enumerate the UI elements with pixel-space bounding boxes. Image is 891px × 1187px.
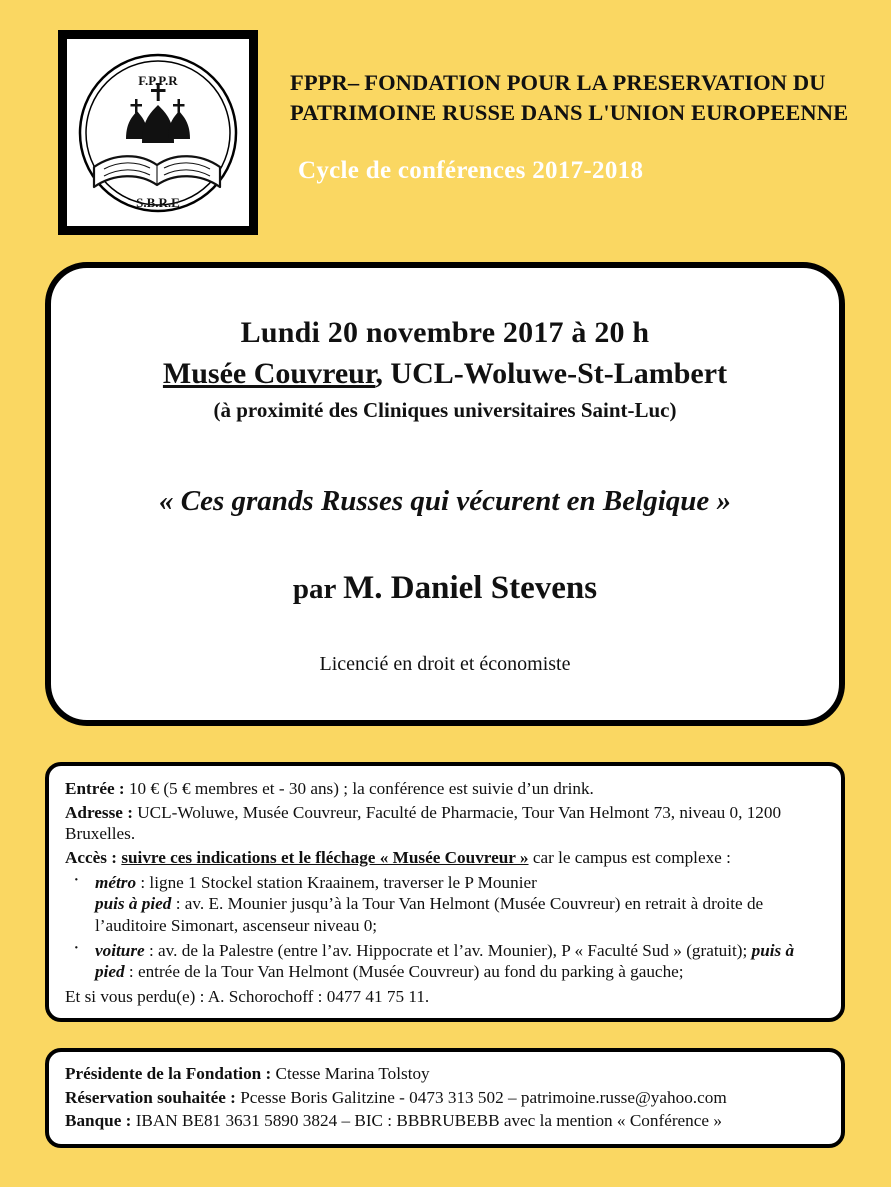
contact-reservation-row xyxy=(65,1086,825,1110)
organisation-title xyxy=(290,68,850,127)
list-item xyxy=(65,872,825,937)
reservation-details: Pcesse Boris Galitzine - 0473 313 502 – patrimoine.russe@yahoo.com xyxy=(235,1087,727,1107)
car-walk-lead: puis à pied xyxy=(95,940,795,982)
bank-details: IBAN BE81 3631 5890 3824 – BIC : BBBRUBEBB avec la mention « Conférence » xyxy=(131,1111,722,1131)
president-name: Ctesse Marina Tolstoy xyxy=(271,1064,430,1083)
metro-walk-lead: puis à pied xyxy=(95,894,172,914)
event-venue-name: Musée Couvreur xyxy=(162,357,376,390)
speaker-qualification: Licencié en droit et économiste xyxy=(319,653,571,675)
speaker-prefix: par xyxy=(292,573,344,605)
metro-text: : ligne 1 Stockel station Kraainem, traverser le P Mounier xyxy=(136,872,537,892)
event-venue-rest: , UCL-Woluwe-St-Lambert xyxy=(375,357,728,390)
event-topic: « Ces grands Russes qui vécurent en Belgique » xyxy=(159,485,731,517)
page-header xyxy=(0,0,891,235)
entrance-text: 10 € (5 € membres et - 30 ans) ; la conférence est suivie d’un drink. xyxy=(124,779,594,798)
bank-label: Banque : xyxy=(65,1111,132,1131)
car-lead: voiture xyxy=(95,940,145,960)
address-text: UCL-Woluwe, Musée Couvreur, Faculté de Pharmacie, Tour Van Helmont 73, niveau 0, 1200 Bruxelles. xyxy=(65,802,782,844)
conference-cycle-title: Cycle de conférences 2017-2018 xyxy=(298,157,644,185)
list-item xyxy=(65,940,825,983)
event-place xyxy=(51,357,839,391)
access-rest-text: car le campus est complexe : xyxy=(528,848,731,868)
access-underlined-text: suivre ces indications et le fléchage « Musée Couvreur » xyxy=(121,848,529,868)
reservation-label: Réservation souhaitée : xyxy=(65,1087,236,1107)
logo-emblem-icon xyxy=(74,47,242,219)
organisation-name-line1: FONDATION POUR LA PRESERVATION DU xyxy=(364,70,826,95)
event-date: Lundi 20 novembre 2017 à 20 h xyxy=(240,316,650,349)
access-bullet-list xyxy=(65,872,825,983)
organisation-name-line2: PATRIMOINE RUSSE DANS L'UNION EUROPEENNE xyxy=(290,99,849,125)
car-text: : av. de la Palestre (entre l’av. Hippocrate et l’av. Mounier), P « Faculté Sud » (gratuit); xyxy=(144,940,752,960)
entrance-label: Entrée : xyxy=(65,779,125,798)
event-place-note: (à proximité des Cliniques universitaires Saint-Luc) xyxy=(213,398,677,422)
contact-bank-row xyxy=(65,1109,825,1133)
event-speaker-line xyxy=(51,570,839,607)
metro-walk-text: : av. E. Mounier jusqu’à la Tour Van Helmont (Musée Couvreur) en retrait à droite de l’auditoire Simonart, ascenseur niveau 0; xyxy=(95,894,764,936)
organisation-abbreviation: FPPR xyxy=(290,70,348,95)
fppr-logo xyxy=(58,30,258,235)
contact-panel xyxy=(45,1048,845,1148)
contact-president-row xyxy=(65,1062,825,1086)
logo-top-text: F.P.P.R xyxy=(138,72,178,88)
organisation-dash: – xyxy=(347,70,360,95)
car-walk-text: : entrée de la Tour Van Helmont (Musée Couvreur) au fond du parking à gauche; xyxy=(124,962,684,982)
access-label: Accès : xyxy=(65,848,118,868)
info-lost-contact: Et si vous perdu(e) : A. Schorochoff : 0477 41 75 11. xyxy=(65,987,430,1007)
header-text-block xyxy=(290,30,891,185)
president-label: Présidente de la Fondation : xyxy=(65,1064,272,1083)
practical-info-panel xyxy=(45,762,845,1022)
info-entrance xyxy=(65,778,825,800)
metro-lead: métro xyxy=(95,872,137,892)
event-main-panel xyxy=(45,262,845,726)
address-label: Adresse : xyxy=(65,802,133,822)
speaker-name: M. Daniel Stevens xyxy=(343,570,598,606)
info-address xyxy=(65,802,825,845)
logo-bottom-text: S.B.R.E xyxy=(136,194,180,210)
info-access xyxy=(65,847,825,869)
